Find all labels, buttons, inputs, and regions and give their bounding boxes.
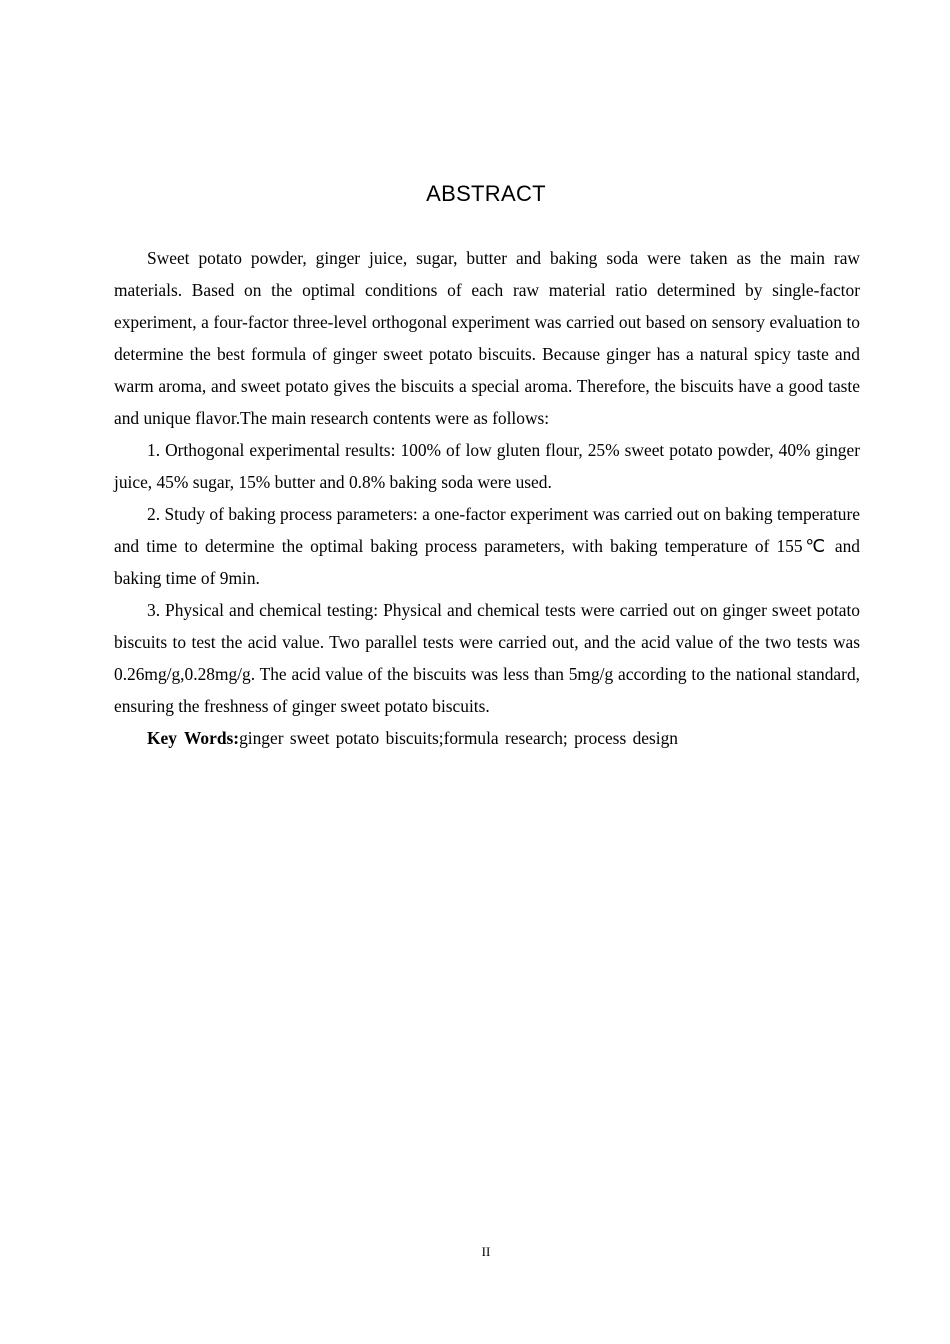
keywords-line	[114, 722, 860, 754]
abstract-paragraph-result-2: 2. Study of baking process parameters: a one-factor experiment was carried out on baking temperature and time to determine the optimal baking process parameters, with baking temperature of 155℃ and baking time of 9min.	[114, 504, 860, 588]
abstract-paragraph-result-3: 3. Physical and chemical testing: Physical and chemical tests were carried out on ginger sweet potato biscuits to test the acid value. Two parallel tests were carried out, and the acid value of the two tests was 0.26mg/g,0.28mg/g. The acid value of the biscuits was less than 5mg/g according to the national standard, ensuring the freshness of ginger sweet potato biscuits.	[114, 600, 860, 716]
abstract-paragraph-result-1: 1. Orthogonal experimental results: 100% of low gluten flour, 25% sweet potato powder, 40% ginger juice, 45% sugar, 15% butter and 0.8% baking soda were used.	[114, 440, 860, 492]
abstract-title: ABSTRACT	[426, 181, 546, 206]
keywords-value: ginger sweet potato biscuits;formula research; process design	[239, 728, 678, 748]
page-number: II	[481, 1244, 491, 1259]
abstract-body	[114, 242, 860, 754]
abstract-paragraph-intro: Sweet potato powder, ginger juice, sugar, butter and baking soda were taken as the main raw materials. Based on the optimal conditions of each raw material ratio determined by single-factor experiment, a four-factor three-level orthogonal experiment was carried out based on sensory evaluation to determine the best formula of ginger sweet potato biscuits. Because ginger has a natural spicy taste and warm aroma, and sweet potato gives the biscuits a special aroma. Therefore, the biscuits have a good taste and unique flavor.The main research contents were as follows:	[114, 248, 860, 428]
keywords-label: Key Words:	[147, 728, 240, 748]
